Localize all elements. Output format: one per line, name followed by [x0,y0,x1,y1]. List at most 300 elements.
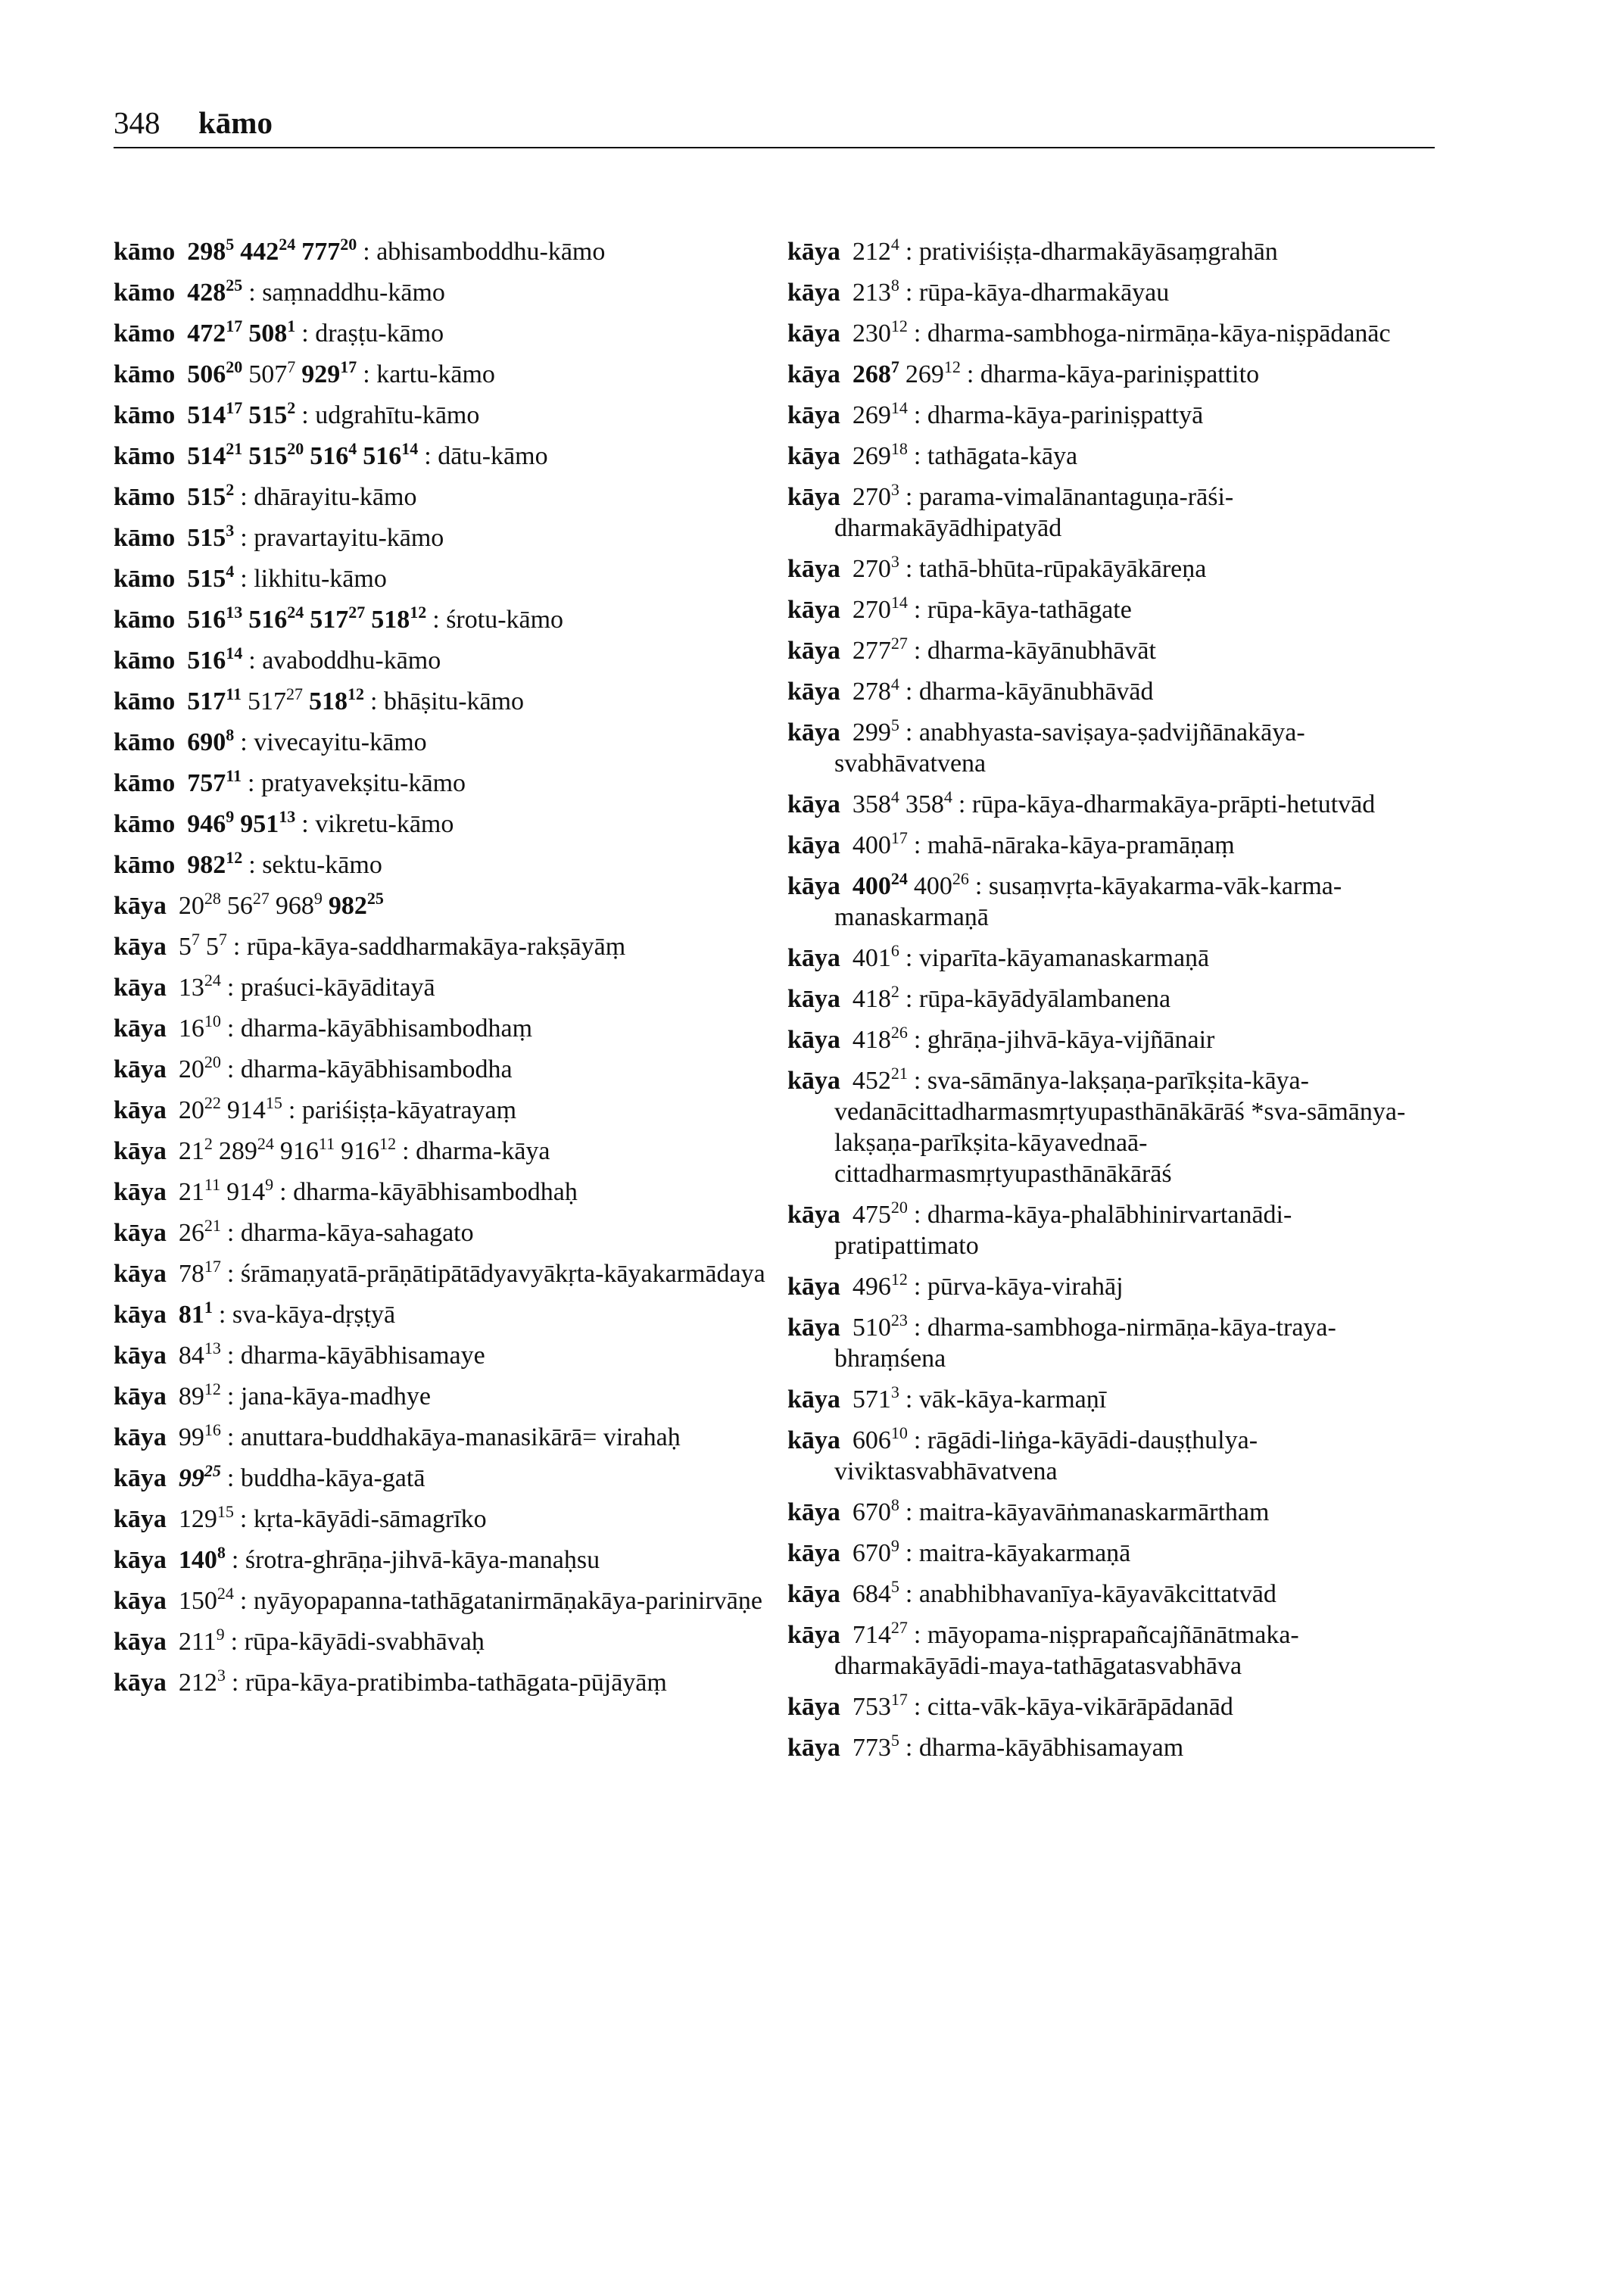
reference-page: 982 [328,892,367,920]
entry-headword: kāya [787,1026,840,1054]
entry-headword: kāya [787,718,840,746]
page-number: 348 [114,105,161,140]
entry-headword: kāya [114,1219,167,1247]
entry-headword: kāya [787,1273,840,1301]
reference-page: 670 [852,1498,891,1526]
index-entry [114,359,780,390]
reference-line: 21 [204,1216,221,1235]
entry-reference [852,715,899,746]
entry-headword: kāmo [114,565,176,593]
reference-line: 5 [890,1731,899,1750]
reference-page: 299 [852,718,891,746]
entry-compound: : sektu-kāmo [248,851,382,879]
entry-headword: kāya [787,1498,840,1526]
reference-page: 269 [852,401,891,429]
reference-page: 514 [187,401,226,429]
index-entry [114,1504,780,1535]
entry-reference [852,439,908,470]
entry-reference [226,1175,274,1206]
index-entry [114,1177,780,1208]
entry-headword: kāya [114,1055,167,1083]
reference-page: 929 [301,360,341,388]
entry-headword: kāya [787,678,840,706]
reference-line: 4 [943,787,952,806]
entry-headword: kāya [787,360,840,388]
index-entry [787,1691,1435,1722]
reference-line: 13 [226,603,243,622]
entry-reference [852,1731,899,1762]
index-entry [787,1425,1435,1487]
reference-page: 982 [187,851,226,879]
reference-line: 24 [217,1584,234,1603]
entry-compound: : rāgādi-liṅga-kāyādi-dauṣṭhulya-viviktasvabhāvatvena [834,1426,1258,1485]
entry-reference [852,1382,899,1413]
index-entry [787,1732,1435,1763]
reference-line: 4 [890,787,899,806]
index-entry [787,1384,1435,1415]
entry-reference [852,828,908,859]
reference-line: 12 [890,1270,908,1289]
index-entry [114,890,780,921]
entry-headword: kāya [114,1301,167,1329]
index-entry [787,1497,1435,1528]
reference-line: 21 [226,439,243,458]
entry-reference [187,276,243,307]
entry-reference [178,1420,221,1451]
reference-line: 11 [204,1175,221,1194]
entry-headword: kāmo [114,319,176,348]
reference-page: 81 [178,1301,204,1329]
reference-page: 515 [248,401,288,429]
entry-reference [187,316,243,348]
entry-compound: : anabhibhavanīya-kāyavākcittatvād [906,1580,1276,1608]
reference-page: 516 [248,606,288,634]
entry-reference [852,634,908,665]
reference-line: 12 [943,357,961,376]
entry-compound: : dharma-kāya-pariniṣpattito [967,360,1259,388]
reference-page: 400 [913,872,952,900]
reference-page: 21 [178,1137,204,1165]
reference-page: 510 [852,1314,891,1342]
reference-page: 5 [178,933,192,961]
reference-page: 129 [178,1505,217,1533]
index-entry [787,1538,1435,1569]
entry-headword: kāya [114,1464,167,1492]
entry-headword: kāmo [114,769,176,797]
reference-line: 3 [890,552,899,571]
entry-headword: kāmo [114,810,176,838]
index-entry [114,563,780,594]
entry-compound: : pūrva-kāya-virahāj [914,1273,1124,1301]
reference-page: 418 [852,1026,891,1054]
reference-page: 20 [178,1055,204,1083]
index-entry [114,482,780,513]
reference-line: 13 [204,1339,221,1357]
reference-page: 517 [248,687,287,715]
entry-headword: kāya [787,831,840,859]
entry-compound: : buddha-kāya-gatā [227,1464,425,1492]
reference-line: 9 [890,1536,899,1555]
reference-line: 13 [279,807,296,826]
reference-line: 17 [890,828,908,847]
index-entry [114,768,780,799]
entry-reference [187,807,235,838]
entry-reference [248,398,296,429]
entry-compound: : kartu-kāmo [363,360,495,388]
entry-compound: : maitra-kāyavāṅmanaskarmārtham [906,1498,1270,1526]
reference-page: 5 [205,933,219,961]
index-entry [787,400,1435,431]
entry-compound: : kṛta-kāyādi-sāmagrīko [240,1505,487,1533]
reference-line: 17 [340,357,357,376]
index-entry [114,1422,780,1453]
reference-page: 472 [187,319,226,348]
reference-line: 14 [401,439,419,458]
index-entry [787,1199,1435,1261]
index-entry [114,1217,780,1248]
entry-reference [852,235,899,266]
entry-compound: : rūpa-kāyādyālambanena [906,985,1170,1013]
entry-compound: : sva-sāmānya-lakṣaṇa-parīkṣita-kāya-vedanācittadharmasmṛtyupasthānākārāś *sva-sāmānya-lakṣaṇa-parīkṣita-kāyavednaā-cittadharmasmṛtyupasthānākārāś [834,1067,1405,1188]
reference-page: 916 [341,1137,380,1165]
index-entry [787,359,1435,390]
reference-line: 9 [313,889,323,908]
entry-headword: kāya [114,1260,167,1288]
reference-line: 26 [952,869,969,888]
entry-compound: : susaṃvṛta-kāyakarma-vāk-karma-manaskarmaṇā [834,872,1342,931]
entry-compound: : saṃnaddhu-kāmo [248,279,445,307]
reference-page: 914 [226,1178,266,1206]
entry-compound: : dhārayitu-kāmo [240,483,416,511]
entry-compound: : rūpa-kāya-dharmakāya-prāpti-hetutvād [959,790,1375,818]
entry-reference [852,398,908,429]
reference-line: 5 [226,235,235,254]
index-entry [787,1024,1435,1055]
index-entry [787,594,1435,625]
entry-compound: : tathā-bhūta-rūpakāyākāreṇa [906,555,1206,583]
reference-line: 25 [204,1461,221,1480]
entry-compound: : dharma-kāya-sahagato [227,1219,474,1247]
reference-page: 56 [226,892,253,920]
entry-compound: : dharma-kāyānubhāvāt [914,637,1156,665]
entry-reference [218,1134,274,1165]
reference-line: 3 [890,480,899,499]
entry-compound: : prativiśiṣṭa-dharmakāyāsaṃgrahān [906,238,1278,266]
reference-page: 496 [852,1273,891,1301]
index-entry [114,1299,780,1330]
reference-line: 20 [890,1198,908,1217]
reference-page: 150 [178,1587,217,1615]
entry-compound: : anabhyasta-saviṣaya-ṣadvijñānakāya-svabhāvatvena [834,718,1305,778]
entry-headword: kāya [787,596,840,624]
entry-headword: kāya [787,1734,840,1762]
entry-headword: kāya [787,1580,840,1608]
index-entry [114,522,780,553]
entry-reference [187,644,243,675]
entry-reference [187,562,235,593]
entry-reference [248,357,296,388]
reference-line: 25 [366,889,384,908]
entry-compound: : rūpa-kāya-dharmakāyau [906,279,1169,307]
entry-headword: kāya [787,637,840,665]
reference-line: 11 [226,684,242,703]
entry-reference [248,316,296,348]
reference-line: 14 [890,398,908,417]
entry-reference [248,684,304,715]
reference-page: 777 [301,238,341,266]
reference-line: 2 [287,398,296,417]
reference-page: 517 [187,687,226,715]
index-entry [114,1544,780,1576]
reference-page: 515 [187,565,226,593]
reference-line: 12 [410,603,427,622]
entry-reference [205,930,227,961]
entry-reference [240,235,296,266]
index-entry [787,553,1435,584]
reference-line: 17 [226,316,243,335]
index-entry [787,717,1435,779]
reference-line: 25 [226,276,243,295]
entry-compound: : nyāyopapanna-tathāgatanirmāṇakāya-parinirvāṇe [240,1587,762,1615]
entry-headword: kāmo [114,851,176,879]
reference-line: 27 [890,634,908,653]
entry-headword: kāya [114,1342,167,1370]
index-entry [114,645,780,676]
entry-headword: kāya [787,279,840,307]
index-entry [114,1136,780,1167]
entry-headword: kāmo [114,279,176,307]
entry-reference [187,521,235,552]
entry-reference [341,1134,397,1165]
reference-page: 516 [310,442,349,470]
entry-reference [178,1502,234,1533]
entry-headword: kāya [114,1587,167,1615]
entry-reference [310,603,366,634]
entry-compound: : rūpa-kāyādi-svabhāvaḥ [231,1628,485,1656]
reference-line: 24 [257,1134,274,1153]
reference-line: 11 [226,766,242,785]
entry-compound: : dharma-kāya-pariniṣpattyā [914,401,1203,429]
entry-headword: kāya [787,985,840,1013]
entry-reference [178,1134,213,1165]
entry-compound: : maitra-kāyakarmaṇā [906,1539,1130,1567]
entry-compound: : dharma-kāya-phalābhinirvartanādi-pratipattimato [834,1201,1292,1260]
reference-page: 452 [852,1067,891,1095]
reference-line: 7 [287,357,296,376]
reference-page: 757 [187,769,226,797]
entry-reference [301,357,357,388]
entry-reference [852,675,899,706]
reference-line: 10 [890,1423,908,1442]
index-entry [787,482,1435,544]
entry-compound: : likhitu-kāmo [240,565,387,593]
entry-reference [905,357,961,388]
reference-line: 1 [287,316,296,335]
reference-page: 269 [852,442,891,470]
index-entry [787,1619,1435,1682]
right-column [787,236,1435,1773]
entry-reference [187,848,243,879]
reference-line: 12 [379,1134,397,1153]
reference-line: 12 [348,684,365,703]
reference-page: 277 [852,637,891,665]
entry-headword: kāmo [114,524,176,552]
entry-headword: kāya [787,1621,840,1649]
reference-line: 8 [890,1495,899,1514]
entry-headword: kāya [114,1628,167,1656]
reference-page: 606 [852,1426,891,1454]
reference-page: 13 [178,974,204,1002]
reference-page: 515 [187,483,226,511]
reference-line: 24 [279,235,296,254]
entry-reference [226,889,270,920]
reference-line: 2 [226,480,235,499]
entry-headword: kāya [114,1015,167,1043]
entry-reference [852,593,908,624]
reference-line: 7 [890,357,899,376]
entry-compound: : śrotra-ghrāṇa-jihvā-kāya-manaḥsu [232,1546,600,1574]
entry-compound: : pratyavekṣitu-kāmo [248,769,466,797]
reference-line: 4 [348,439,357,458]
entry-reference [178,930,200,961]
page-header [114,103,1435,148]
reference-page: 753 [852,1693,891,1721]
entry-compound: : pariśiṣṭa-kāyatrayaṃ [288,1096,516,1124]
entry-reference [852,316,908,348]
reference-line: 3 [226,521,235,540]
entry-headword: kāya [114,1096,167,1124]
reference-page: 230 [852,319,891,348]
reference-page: 571 [852,1385,891,1413]
entry-reference [240,807,296,838]
entry-compound: : dharma-sambhoga-nirmāṇa-kāya-niṣpādanāc [914,319,1391,348]
entry-reference [852,1311,908,1342]
reference-page: 212 [178,1669,217,1697]
index-entry [114,1585,780,1616]
reference-page: 714 [852,1621,891,1649]
entry-compound: : abhisamboddhu-kāmo [363,238,605,266]
entry-compound: : parama-vimalānantaguṇa-rāśi-dharmakāyādhipatyād [834,483,1233,542]
reference-line: 16 [204,1420,221,1439]
entry-headword: kāya [787,1067,840,1095]
reference-line: 14 [226,644,243,662]
entry-compound: : dharma-kāya [402,1137,550,1165]
reference-page: 515 [187,524,226,552]
index-entry [787,1312,1435,1374]
index-entry [787,676,1435,707]
entry-reference [905,787,952,818]
entry-headword: kāya [114,1178,167,1206]
index-entry [787,236,1435,267]
entry-compound: : udgrahītu-kāmo [301,401,479,429]
entry-headword: kāya [787,1314,840,1342]
reference-line: 17 [204,1257,221,1276]
reference-page: 89 [178,1382,204,1410]
entry-reference [178,1379,221,1410]
entry-reference [852,1618,908,1649]
index-entry [114,727,780,758]
index-entry [114,1667,780,1698]
entry-headword: kāya [114,1137,167,1165]
entry-reference [178,1216,221,1247]
index-entry [114,1054,780,1085]
index-entry [787,830,1435,861]
reference-line: 27 [286,684,304,703]
entry-reference [187,439,243,470]
entry-reference [913,869,969,900]
entry-compound: : dharma-kāyānubhāvād [906,678,1154,706]
entry-compound: : vāk-kāya-karmaṇī [906,1385,1106,1413]
reference-line: 15 [217,1502,234,1521]
reference-line: 26 [890,1023,908,1042]
index-entry [114,604,780,635]
reference-line: 27 [890,1618,908,1637]
reference-page: 269 [905,360,944,388]
reference-page: 517 [310,606,349,634]
reference-page: 475 [852,1201,891,1229]
reference-line: 5 [890,1577,899,1596]
entry-reference [279,1134,335,1165]
entry-headword: kāya [787,555,840,583]
index-entry [787,789,1435,820]
entry-reference [852,1536,899,1567]
index-entry [114,849,780,881]
entry-compound: : draṣṭu-kāmo [301,319,444,348]
entry-compound: : māyopama-niṣprapañcajñānātmaka-dharmakāyādi-maya-tathāgatasvabhāva [834,1621,1299,1680]
entry-headword: kāya [114,974,167,1002]
entry-compound: : dharma-kāyābhisamaye [227,1342,485,1370]
reference-line: 5 [890,715,899,734]
entry-compound: : rūpa-kāya-pratibimba-tathāgata-pūjāyāṃ [232,1669,667,1697]
reference-page: 914 [226,1096,266,1124]
reference-line: 20 [287,439,304,458]
entry-headword: kāya [787,1201,840,1229]
entry-headword: kāya [787,238,840,266]
reference-line: 10 [204,1011,221,1030]
reference-page: 270 [852,596,891,624]
reference-page: 951 [240,810,279,838]
reference-page: 442 [240,238,279,266]
entry-headword: kāmo [114,483,176,511]
entry-compound: : anuttara-buddhakāya-manasikārā= virahaḥ [227,1423,681,1451]
reference-page: 21 [178,1178,204,1206]
reference-line: 18 [890,439,908,458]
entry-reference [226,1093,282,1124]
reference-page: 270 [852,483,891,511]
reference-line: 1 [204,1298,213,1317]
reference-page: 514 [187,442,226,470]
reference-line: 17 [890,1690,908,1709]
reference-line: 7 [191,930,200,949]
entry-compound: : pravartayitu-kāmo [240,524,444,552]
entry-compound: : dātu-kāmo [424,442,547,470]
reference-page: 916 [279,1137,319,1165]
reference-page: 140 [178,1546,217,1574]
entry-reference [178,1666,226,1697]
entry-reference [178,1461,221,1492]
entry-compound: : jana-kāya-madhye [227,1382,431,1410]
entry-headword: kāya [114,933,167,961]
entry-reference [178,1298,213,1329]
reference-line: 21 [890,1064,908,1083]
reference-line: 4 [226,562,235,581]
entry-headword: kāya [114,1546,167,1574]
entry-reference [852,869,908,900]
entry-compound: : dharma-kāyābhisambodhaṃ [227,1015,532,1043]
reference-page: 518 [309,687,348,715]
reference-page: 506 [187,360,226,388]
reference-line: 12 [890,316,908,335]
